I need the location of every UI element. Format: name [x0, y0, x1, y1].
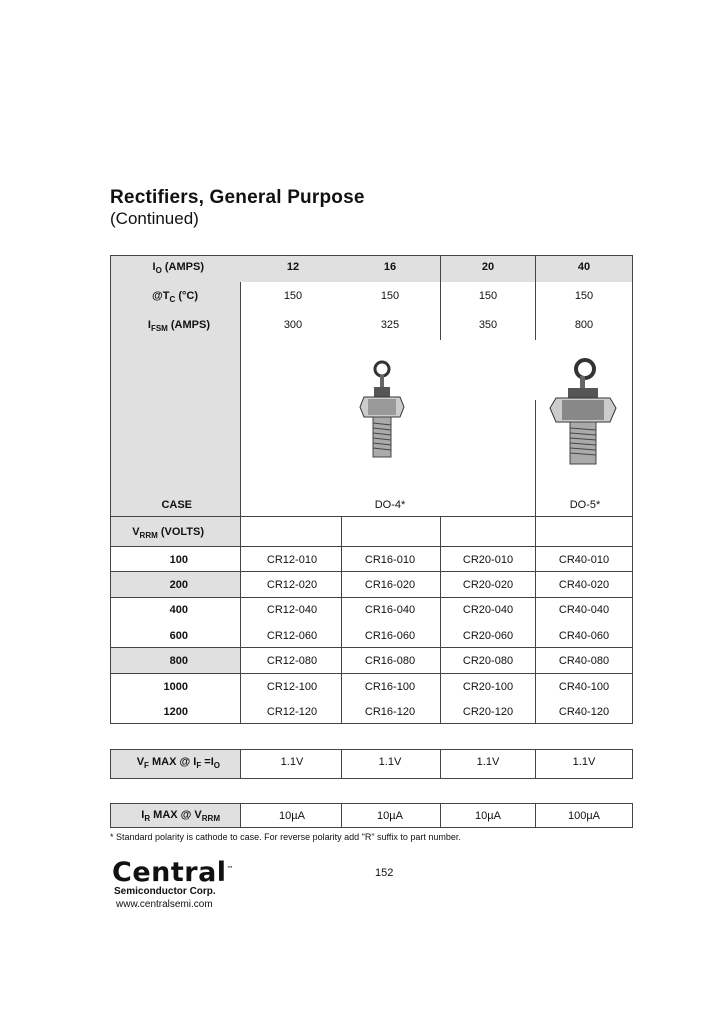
page-subtitle: (Continued) — [110, 209, 199, 228]
vf-top-border — [110, 749, 633, 750]
table-left-border — [110, 255, 111, 724]
part-number: CR16-100 — [364, 681, 416, 693]
vf-label: $V_F$ MAX @ $I_F =I_O$ — [136, 756, 220, 770]
voltage-label: 200 — [169, 579, 188, 591]
ir-border — [440, 803, 441, 828]
page-number: 152 — [375, 867, 394, 879]
part-number: CR20-120 — [462, 706, 514, 718]
ifsm-value: 300 — [283, 319, 303, 331]
part-number: CR20-010 — [462, 554, 514, 566]
col-divider — [440, 516, 441, 724]
part-number: CR16-020 — [364, 579, 416, 591]
vf-border — [440, 749, 441, 779]
label-column-bg — [111, 282, 240, 516]
ir-border — [240, 803, 241, 828]
voltage-label: 1000 — [163, 681, 188, 693]
vf-border — [535, 749, 536, 779]
table-top-border — [110, 255, 633, 256]
voltage-label: 600 — [169, 630, 188, 642]
part-number: CR12-010 — [266, 554, 318, 566]
ifsm-value: 800 — [574, 319, 594, 331]
vf-border — [240, 749, 241, 779]
tc-value: 150 — [380, 290, 400, 302]
part-number: CR40-060 — [558, 630, 610, 642]
table-right-border — [632, 255, 633, 724]
ifsm-value: 325 — [380, 319, 400, 331]
part-number: CR12-040 — [266, 604, 318, 616]
part-number: CR40-100 — [558, 681, 610, 693]
part-number: CR40-120 — [558, 706, 610, 718]
row-divider — [110, 597, 633, 598]
ir-label: $I_R$ MAX @ $V_{RRM}$ — [141, 809, 220, 823]
row-divider — [110, 647, 633, 648]
logo-url: www.centralsemi.com — [116, 899, 213, 910]
ir-border — [632, 803, 633, 828]
part-number: CR16-040 — [364, 604, 416, 616]
part-number: CR20-100 — [462, 681, 514, 693]
ir-bottom-border — [110, 827, 633, 828]
vrrm-label: $V_{RRM}$ (VOLTS) — [132, 526, 204, 540]
voltage-label: 400 — [169, 604, 188, 616]
do4-package-image — [350, 355, 414, 463]
ir-border — [535, 803, 536, 828]
col-divider — [341, 516, 342, 724]
vf-border — [341, 749, 342, 779]
do5-package-image — [546, 352, 620, 467]
col-divider — [535, 400, 536, 516]
label-col-divider — [240, 282, 241, 724]
central-logo — [112, 855, 234, 910]
table-bottom-border — [110, 723, 633, 724]
part-number: CR12-020 — [266, 579, 318, 591]
voltage-label: 100 — [169, 554, 188, 566]
part-number: CR20-040 — [462, 604, 514, 616]
part-number: CR16-120 — [364, 706, 416, 718]
tc-value: 150 — [574, 290, 594, 302]
part-number: CR20-060 — [462, 630, 514, 642]
vf-value: 1.1V — [378, 756, 402, 768]
io-label: $I_O$ (AMPS) — [152, 261, 204, 275]
case-label: CASE — [161, 499, 192, 511]
part-number: CR40-010 — [558, 554, 610, 566]
vf-value: 1.1V — [280, 756, 304, 768]
io-value: 20 — [481, 261, 495, 273]
case-divider — [110, 516, 633, 517]
part-number: CR12-100 — [266, 681, 318, 693]
vrrm-divider — [110, 546, 633, 547]
part-number: CR40-080 — [558, 655, 610, 667]
part-number: CR16-010 — [364, 554, 416, 566]
ir-value: 10µA — [279, 810, 305, 822]
ir-border — [110, 803, 111, 828]
part-number: CR12-060 — [266, 630, 318, 642]
tc-label: $@T_C$ (°C) — [152, 290, 198, 304]
part-number: CR40-020 — [558, 579, 610, 591]
ir-top-border — [110, 803, 633, 804]
part-number: CR12-120 — [266, 706, 318, 718]
page-title: Rectifiers, General Purpose — [110, 187, 365, 208]
ir-border — [341, 803, 342, 828]
logo-name: Central — [112, 857, 227, 888]
tc-value: 150 — [478, 290, 498, 302]
case-do4: DO-4* — [374, 499, 406, 511]
row-divider — [110, 673, 633, 674]
vf-border — [110, 749, 111, 779]
vf-border — [632, 749, 633, 779]
voltage-label: 1200 — [163, 706, 188, 718]
ifsm-label: $I_{FSM}$ (AMPS) — [147, 319, 210, 333]
col-divider — [535, 516, 536, 724]
part-number: CR12-080 — [266, 655, 318, 667]
vf-value: 1.1V — [476, 756, 500, 768]
voltage-label: 800 — [169, 655, 188, 667]
ir-value: 10µA — [475, 810, 501, 822]
case-do5: DO-5* — [569, 499, 601, 511]
vf-bottom-border — [110, 778, 633, 779]
part-number: CR20-080 — [462, 655, 514, 667]
footnote: * Standard polarity is cathode to case. For reverse polarity add "R" suffix to part number. — [110, 832, 461, 842]
row-divider — [110, 571, 633, 572]
part-number: CR16-060 — [364, 630, 416, 642]
io-value: 40 — [577, 261, 591, 273]
col-divider — [440, 255, 441, 340]
logo-subtitle: Semiconductor Corp. — [114, 886, 216, 897]
col-divider — [535, 255, 536, 340]
ifsm-value: 350 — [478, 319, 498, 331]
ir-value: 10µA — [377, 810, 403, 822]
ir-value: 100µA — [567, 810, 601, 822]
logo-tm: ™ — [226, 865, 235, 873]
tc-value: 150 — [283, 290, 303, 302]
vf-value: 1.1V — [572, 756, 596, 768]
part-number: CR20-020 — [462, 579, 514, 591]
part-number: CR16-080 — [364, 655, 416, 667]
part-number: CR40-040 — [558, 604, 610, 616]
io-value: 12 — [286, 261, 300, 273]
io-value: 16 — [383, 261, 397, 273]
